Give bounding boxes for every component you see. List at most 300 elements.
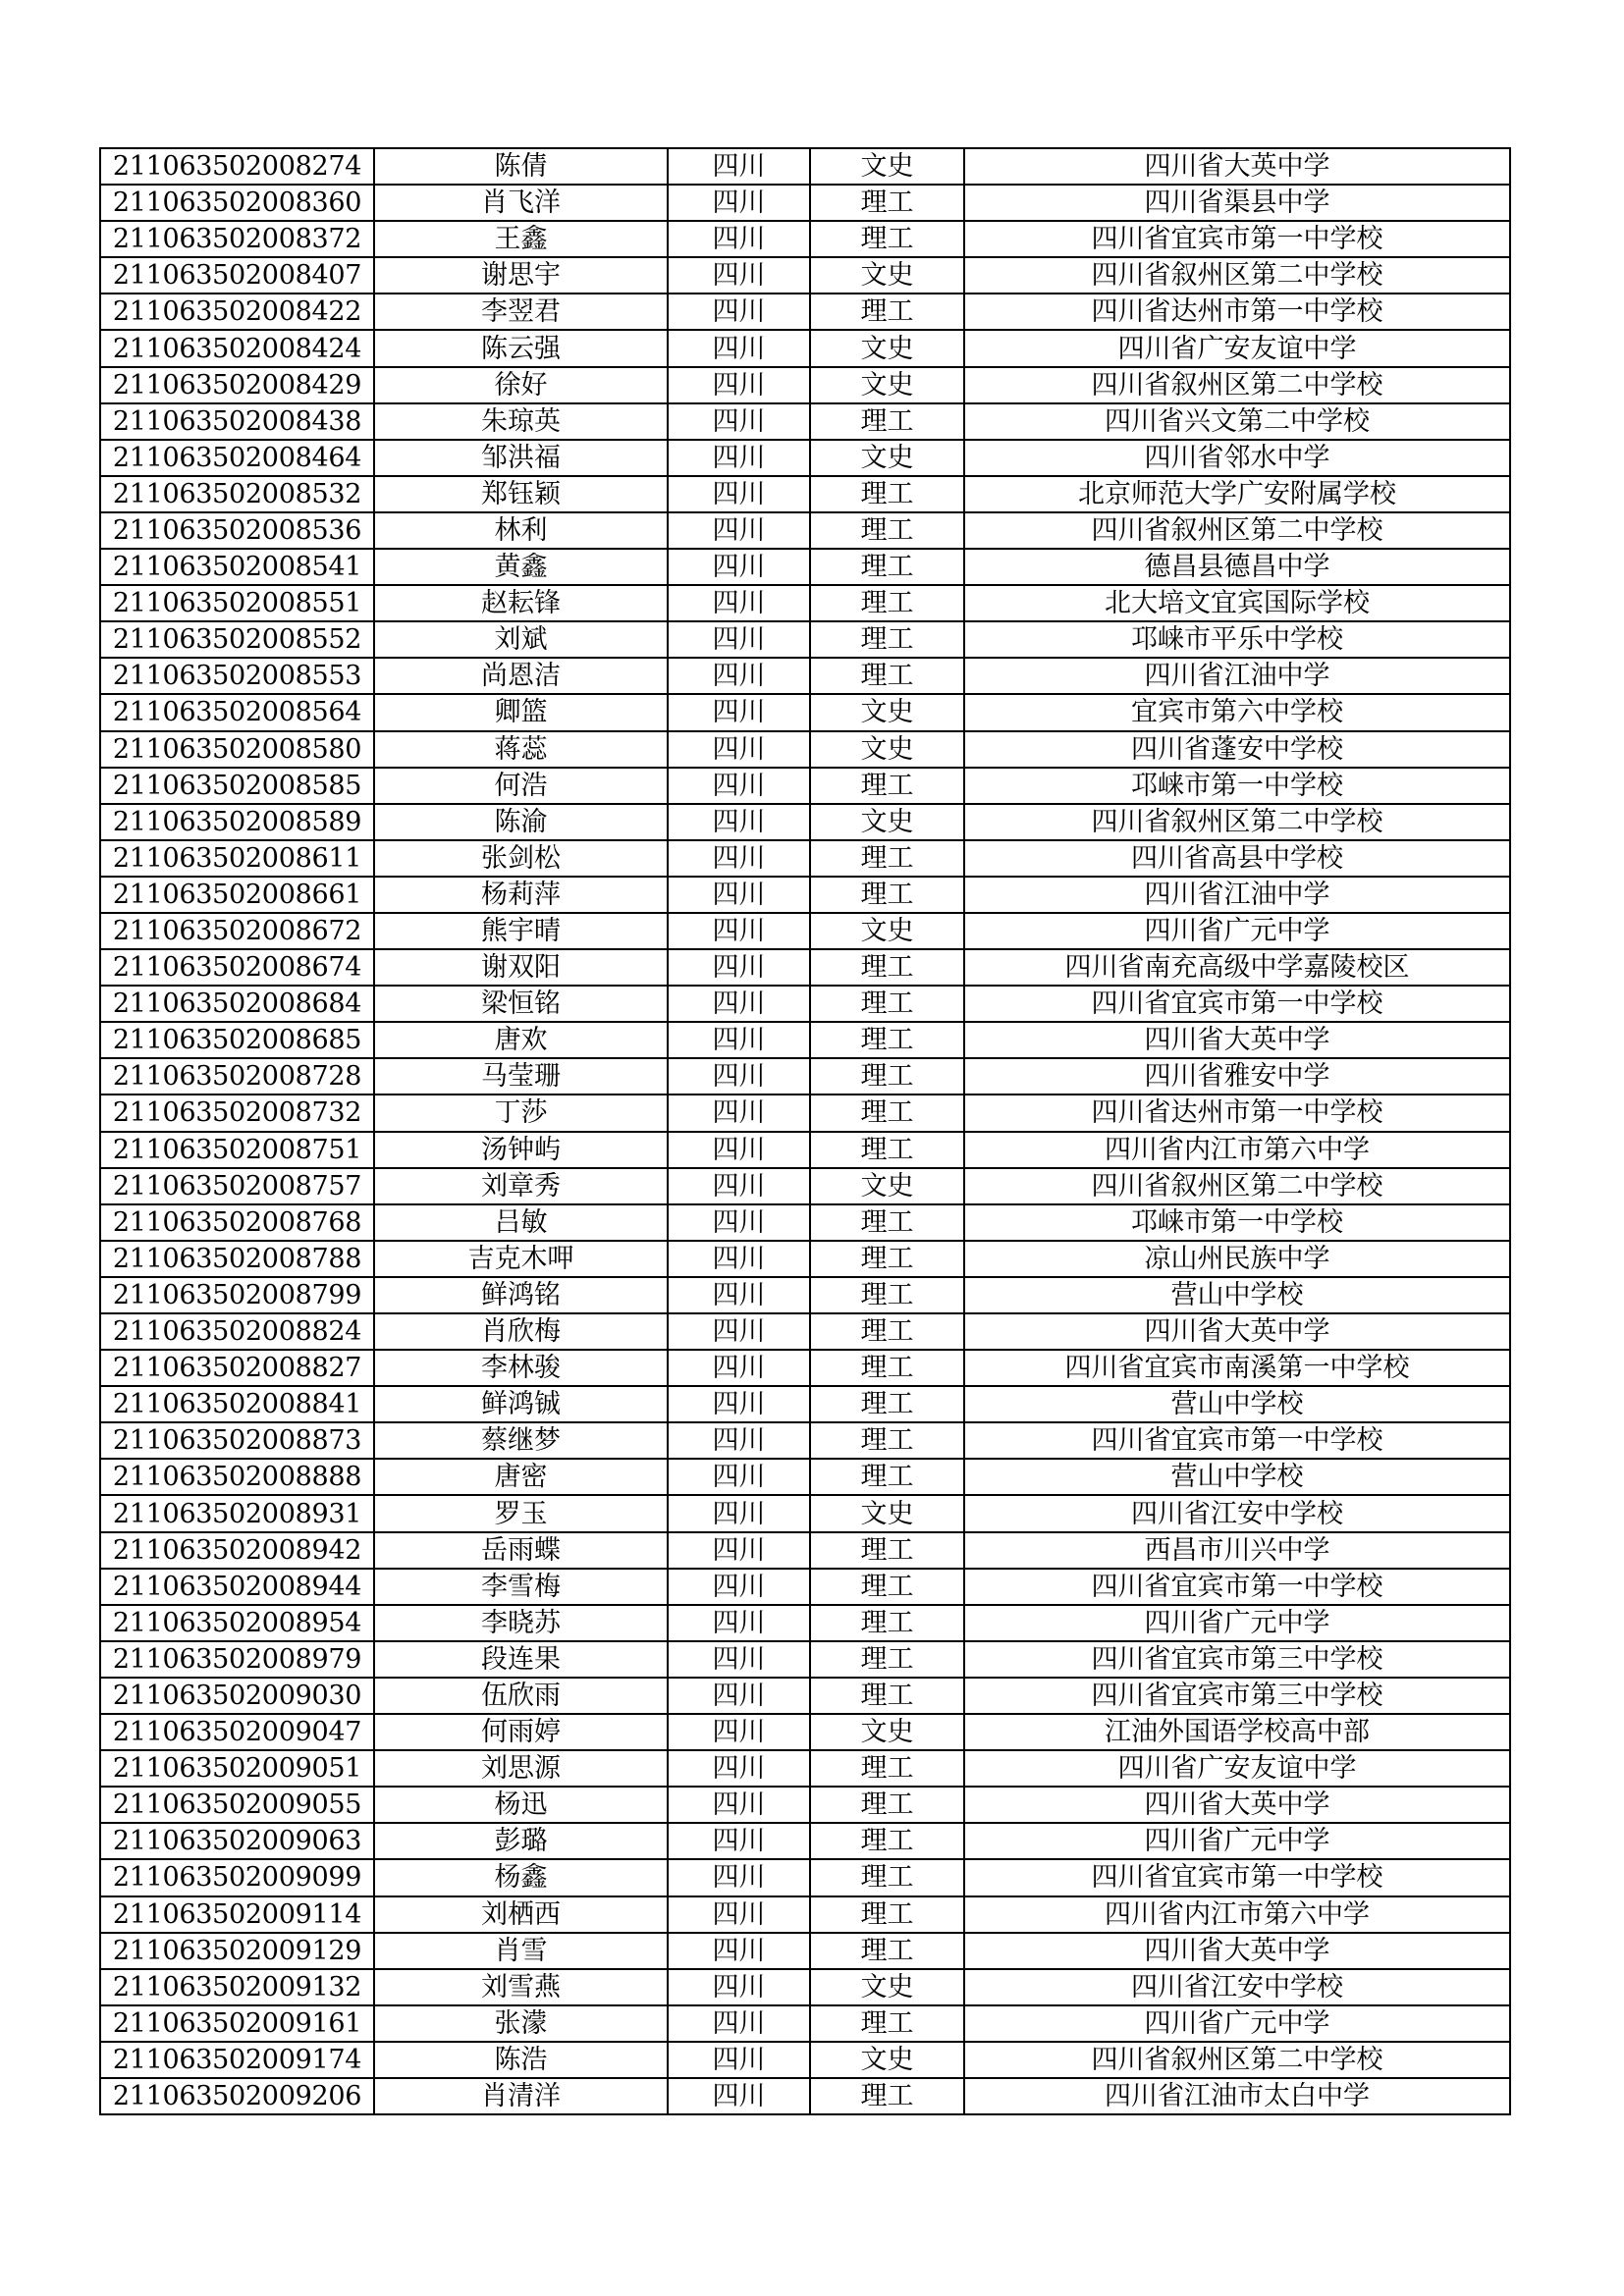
school-name-cell: 四川省大英中学 [964, 1313, 1510, 1350]
exam-id-cell: 211063502008827 [100, 1350, 374, 1386]
subject-track-cell: 理工 [810, 840, 964, 877]
province-cell: 四川 [668, 621, 810, 658]
subject-track-cell: 文史 [810, 440, 964, 476]
province-cell: 四川 [668, 512, 810, 549]
student-name-cell: 朱琼英 [374, 403, 668, 440]
table-row [100, 185, 1510, 221]
school-name-cell: 四川省宜宾市第三中学校 [964, 1641, 1510, 1678]
school-name-cell: 四川省宜宾市第一中学校 [964, 1569, 1510, 1605]
student-name-cell: 鲜鸿铭 [374, 1277, 668, 1313]
province-cell: 四川 [668, 1350, 810, 1386]
subject-track-cell: 理工 [810, 476, 964, 512]
table-row [100, 913, 1510, 949]
school-name-cell: 营山中学校 [964, 1386, 1510, 1422]
subject-track-cell: 文史 [810, 913, 964, 949]
province-cell: 四川 [668, 1641, 810, 1678]
subject-track-cell: 文史 [810, 1168, 964, 1204]
province-cell: 四川 [668, 221, 810, 257]
school-name-cell: 四川省广元中学 [964, 1605, 1510, 1641]
school-name-cell: 四川省达州市第一中学校 [964, 1095, 1510, 1131]
subject-track-cell: 文史 [810, 1714, 964, 1750]
table-row [100, 476, 1510, 512]
exam-id-cell: 211063502008429 [100, 367, 374, 403]
student-name-cell: 梁恒铭 [374, 986, 668, 1022]
table-row [100, 403, 1510, 440]
student-name-cell: 陈渝 [374, 804, 668, 840]
subject-track-cell: 理工 [810, 1277, 964, 1313]
subject-track-cell: 理工 [810, 1459, 964, 1495]
exam-id-cell: 211063502009174 [100, 2042, 374, 2078]
table-row [100, 367, 1510, 403]
exam-id-cell: 211063502008585 [100, 768, 374, 804]
school-name-cell: 四川省邻水中学 [964, 440, 1510, 476]
school-name-cell: 四川省叙州区第二中学校 [964, 367, 1510, 403]
province-cell: 四川 [668, 1495, 810, 1531]
exam-id-cell: 211063502008553 [100, 658, 374, 694]
school-name-cell: 四川省宜宾市第三中学校 [964, 1678, 1510, 1714]
province-cell: 四川 [668, 913, 810, 949]
student-name-cell: 刘斌 [374, 621, 668, 658]
table-row [100, 1896, 1510, 1933]
school-name-cell: 四川省雅安中学 [964, 1058, 1510, 1095]
subject-track-cell: 理工 [810, 621, 964, 658]
student-name-cell: 黄鑫 [374, 549, 668, 585]
exam-id-cell: 211063502008944 [100, 1569, 374, 1605]
subject-track-cell: 理工 [810, 949, 964, 986]
student-name-cell: 刘思源 [374, 1750, 668, 1787]
student-name-cell: 陈浩 [374, 2042, 668, 2078]
school-name-cell: 北大培文宜宾国际学校 [964, 585, 1510, 621]
table-row [100, 1277, 1510, 1313]
exam-id-cell: 211063502008674 [100, 949, 374, 986]
student-name-cell: 杨鑫 [374, 1859, 668, 1896]
subject-track-cell: 理工 [810, 1605, 964, 1641]
exam-id-cell: 211063502008732 [100, 1095, 374, 1131]
table-row [100, 1787, 1510, 1823]
exam-id-cell: 211063502009114 [100, 1896, 374, 1933]
table-row [100, 877, 1510, 913]
subject-track-cell: 理工 [810, 1823, 964, 1859]
subject-track-cell: 理工 [810, 1896, 964, 1933]
table-row [100, 1750, 1510, 1787]
table-row [100, 1095, 1510, 1131]
school-name-cell: 四川省蓬安中学校 [964, 731, 1510, 768]
student-name-cell: 何浩 [374, 768, 668, 804]
exam-id-cell: 211063502008422 [100, 294, 374, 330]
exam-id-cell: 211063502008954 [100, 1605, 374, 1641]
student-name-cell: 赵耘锋 [374, 585, 668, 621]
subject-track-cell: 理工 [810, 658, 964, 694]
table-row [100, 1350, 1510, 1386]
subject-track-cell: 理工 [810, 1750, 964, 1787]
student-name-cell: 岳雨蝶 [374, 1532, 668, 1569]
exam-id-cell: 211063502008888 [100, 1459, 374, 1495]
school-name-cell: 邛崃市第一中学校 [964, 1204, 1510, 1241]
subject-track-cell: 理工 [810, 294, 964, 330]
province-cell: 四川 [668, 1386, 810, 1422]
student-name-cell: 谢双阳 [374, 949, 668, 986]
province-cell: 四川 [668, 476, 810, 512]
subject-track-cell: 文史 [810, 148, 964, 185]
province-cell: 四川 [668, 1714, 810, 1750]
subject-track-cell: 理工 [810, 768, 964, 804]
exam-id-cell: 211063502009129 [100, 1933, 374, 1969]
student-roster-table [99, 147, 1511, 2115]
exam-id-cell: 211063502008580 [100, 731, 374, 768]
student-name-cell: 唐密 [374, 1459, 668, 1495]
table-row [100, 1532, 1510, 1569]
exam-id-cell: 211063502008979 [100, 1641, 374, 1678]
table-row [100, 1678, 1510, 1714]
table-row [100, 1386, 1510, 1422]
subject-track-cell: 理工 [810, 221, 964, 257]
student-name-cell: 汤钟屿 [374, 1132, 668, 1168]
table-row [100, 1495, 1510, 1531]
exam-id-cell: 211063502008751 [100, 1132, 374, 1168]
table-row [100, 2042, 1510, 2078]
student-name-cell: 李翌君 [374, 294, 668, 330]
school-name-cell: 四川省江安中学校 [964, 1495, 1510, 1531]
province-cell: 四川 [668, 1969, 810, 2005]
province-cell: 四川 [668, 1750, 810, 1787]
exam-id-cell: 211063502009051 [100, 1750, 374, 1787]
subject-track-cell: 文史 [810, 257, 964, 294]
subject-track-cell: 理工 [810, 1933, 964, 1969]
student-name-cell: 肖雪 [374, 1933, 668, 1969]
province-cell: 四川 [668, 2078, 810, 2114]
province-cell: 四川 [668, 658, 810, 694]
table-row [100, 840, 1510, 877]
student-name-cell: 刘雪燕 [374, 1969, 668, 2005]
school-name-cell: 四川省内江市第六中学 [964, 1132, 1510, 1168]
school-name-cell: 西昌市川兴中学 [964, 1532, 1510, 1569]
school-name-cell: 四川省宜宾市第一中学校 [964, 1422, 1510, 1459]
student-name-cell: 何雨婷 [374, 1714, 668, 1750]
school-name-cell: 四川省大英中学 [964, 1787, 1510, 1823]
table-row [100, 768, 1510, 804]
province-cell: 四川 [668, 1022, 810, 1058]
subject-track-cell: 理工 [810, 877, 964, 913]
table-row [100, 2078, 1510, 2114]
school-name-cell: 四川省广元中学 [964, 913, 1510, 949]
exam-id-cell: 211063502008372 [100, 221, 374, 257]
table-row [100, 1969, 1510, 2005]
student-name-cell: 陈倩 [374, 148, 668, 185]
subject-track-cell: 文史 [810, 2042, 964, 2078]
school-name-cell: 北京师范大学广安附属学校 [964, 476, 1510, 512]
table-row [100, 2005, 1510, 2042]
exam-id-cell: 211063502008672 [100, 913, 374, 949]
student-name-cell: 陈云强 [374, 330, 668, 366]
exam-id-cell: 211063502008684 [100, 986, 374, 1022]
exam-id-cell: 211063502008360 [100, 185, 374, 221]
roster-body [100, 148, 1510, 2114]
exam-id-cell: 211063502008768 [100, 1204, 374, 1241]
subject-track-cell: 理工 [810, 1058, 964, 1095]
student-name-cell: 唐欢 [374, 1022, 668, 1058]
school-name-cell: 四川省南充高级中学嘉陵校区 [964, 949, 1510, 986]
student-name-cell: 卿篮 [374, 694, 668, 730]
table-row [100, 1714, 1510, 1750]
subject-track-cell: 理工 [810, 585, 964, 621]
province-cell: 四川 [668, 1241, 810, 1277]
province-cell: 四川 [668, 1132, 810, 1168]
province-cell: 四川 [668, 840, 810, 877]
table-row [100, 330, 1510, 366]
table-row [100, 512, 1510, 549]
student-name-cell: 王鑫 [374, 221, 668, 257]
subject-track-cell: 理工 [810, 185, 964, 221]
exam-id-cell: 211063502009063 [100, 1823, 374, 1859]
subject-track-cell: 理工 [810, 1859, 964, 1896]
province-cell: 四川 [668, 1678, 810, 1714]
table-row [100, 1933, 1510, 1969]
subject-track-cell: 文史 [810, 330, 964, 366]
school-name-cell: 四川省江油中学 [964, 658, 1510, 694]
exam-id-cell: 211063502008407 [100, 257, 374, 294]
subject-track-cell: 理工 [810, 1386, 964, 1422]
school-name-cell: 四川省大英中学 [964, 148, 1510, 185]
subject-track-cell: 理工 [810, 1569, 964, 1605]
table-row [100, 804, 1510, 840]
student-name-cell: 罗玉 [374, 1495, 668, 1531]
exam-id-cell: 211063502009161 [100, 2005, 374, 2042]
student-name-cell: 刘章秀 [374, 1168, 668, 1204]
province-cell: 四川 [668, 585, 810, 621]
school-name-cell: 四川省宜宾市第一中学校 [964, 1859, 1510, 1896]
school-name-cell: 四川省叙州区第二中学校 [964, 2042, 1510, 2078]
table-row [100, 1422, 1510, 1459]
province-cell: 四川 [668, 1787, 810, 1823]
province-cell: 四川 [668, 2005, 810, 2042]
subject-track-cell: 理工 [810, 1422, 964, 1459]
province-cell: 四川 [668, 1459, 810, 1495]
school-name-cell: 宜宾市第六中学校 [964, 694, 1510, 730]
province-cell: 四川 [668, 440, 810, 476]
school-name-cell: 四川省宜宾市南溪第一中学校 [964, 1350, 1510, 1386]
province-cell: 四川 [668, 1823, 810, 1859]
school-name-cell: 四川省渠县中学 [964, 185, 1510, 221]
table-row [100, 658, 1510, 694]
student-name-cell: 李林骏 [374, 1350, 668, 1386]
student-name-cell: 伍欣雨 [374, 1678, 668, 1714]
student-name-cell: 熊宇晴 [374, 913, 668, 949]
student-name-cell: 徐好 [374, 367, 668, 403]
province-cell: 四川 [668, 804, 810, 840]
school-name-cell: 四川省江油市太白中学 [964, 2078, 1510, 2114]
subject-track-cell: 理工 [810, 2005, 964, 2042]
subject-track-cell: 理工 [810, 1350, 964, 1386]
school-name-cell: 四川省叙州区第二中学校 [964, 1168, 1510, 1204]
exam-id-cell: 211063502008536 [100, 512, 374, 549]
province-cell: 四川 [668, 1605, 810, 1641]
subject-track-cell: 理工 [810, 1022, 964, 1058]
exam-id-cell: 211063502008873 [100, 1422, 374, 1459]
school-name-cell: 四川省兴文第二中学校 [964, 403, 1510, 440]
subject-track-cell: 文史 [810, 804, 964, 840]
subject-track-cell: 理工 [810, 512, 964, 549]
student-name-cell: 马莹珊 [374, 1058, 668, 1095]
province-cell: 四川 [668, 1095, 810, 1131]
school-name-cell: 四川省广安友谊中学 [964, 330, 1510, 366]
province-cell: 四川 [668, 185, 810, 221]
province-cell: 四川 [668, 148, 810, 185]
province-cell: 四川 [668, 1422, 810, 1459]
student-name-cell: 谢思宇 [374, 257, 668, 294]
exam-id-cell: 211063502008551 [100, 585, 374, 621]
subject-track-cell: 文史 [810, 1495, 964, 1531]
table-row [100, 1641, 1510, 1678]
province-cell: 四川 [668, 1896, 810, 1933]
table-row [100, 1605, 1510, 1641]
exam-id-cell: 211063502008611 [100, 840, 374, 877]
school-name-cell: 营山中学校 [964, 1277, 1510, 1313]
school-name-cell: 凉山州民族中学 [964, 1241, 1510, 1277]
student-name-cell: 杨迅 [374, 1787, 668, 1823]
province-cell: 四川 [668, 1313, 810, 1350]
province-cell: 四川 [668, 294, 810, 330]
school-name-cell: 四川省高县中学校 [964, 840, 1510, 877]
table-row [100, 440, 1510, 476]
student-name-cell: 林利 [374, 512, 668, 549]
student-name-cell: 吉克木呷 [374, 1241, 668, 1277]
province-cell: 四川 [668, 1532, 810, 1569]
school-name-cell: 四川省广元中学 [964, 1823, 1510, 1859]
exam-id-cell: 211063502008552 [100, 621, 374, 658]
student-name-cell: 吕敏 [374, 1204, 668, 1241]
student-name-cell: 邹洪福 [374, 440, 668, 476]
table-row [100, 549, 1510, 585]
table-row [100, 1823, 1510, 1859]
table-row [100, 1859, 1510, 1896]
province-cell: 四川 [668, 330, 810, 366]
school-name-cell: 四川省江安中学校 [964, 1969, 1510, 2005]
province-cell: 四川 [668, 1933, 810, 1969]
table-row [100, 949, 1510, 986]
table-row [100, 1241, 1510, 1277]
exam-id-cell: 211063502008424 [100, 330, 374, 366]
subject-track-cell: 理工 [810, 1095, 964, 1131]
school-name-cell: 四川省宜宾市第一中学校 [964, 221, 1510, 257]
school-name-cell: 德昌县德昌中学 [964, 549, 1510, 585]
province-cell: 四川 [668, 1168, 810, 1204]
province-cell: 四川 [668, 1058, 810, 1095]
school-name-cell: 四川省大英中学 [964, 1022, 1510, 1058]
exam-id-cell: 211063502009030 [100, 1678, 374, 1714]
school-name-cell: 四川省广元中学 [964, 2005, 1510, 2042]
exam-id-cell: 211063502008464 [100, 440, 374, 476]
subject-track-cell: 文史 [810, 694, 964, 730]
subject-track-cell: 理工 [810, 1241, 964, 1277]
school-name-cell: 四川省江油中学 [964, 877, 1510, 913]
table-row [100, 1132, 1510, 1168]
province-cell: 四川 [668, 731, 810, 768]
province-cell: 四川 [668, 1569, 810, 1605]
table-row [100, 585, 1510, 621]
school-name-cell: 四川省叙州区第二中学校 [964, 257, 1510, 294]
exam-id-cell: 211063502008685 [100, 1022, 374, 1058]
exam-id-cell: 211063502008274 [100, 148, 374, 185]
exam-id-cell: 211063502009055 [100, 1787, 374, 1823]
table-row [100, 1313, 1510, 1350]
table-row [100, 294, 1510, 330]
exam-id-cell: 211063502009047 [100, 1714, 374, 1750]
student-name-cell: 郑钰颖 [374, 476, 668, 512]
student-name-cell: 尚恩洁 [374, 658, 668, 694]
student-name-cell: 李晓苏 [374, 1605, 668, 1641]
school-name-cell: 营山中学校 [964, 1459, 1510, 1495]
exam-id-cell: 211063502008564 [100, 694, 374, 730]
student-name-cell: 鲜鸿铖 [374, 1386, 668, 1422]
school-name-cell: 四川省内江市第六中学 [964, 1896, 1510, 1933]
subject-track-cell: 文史 [810, 731, 964, 768]
exam-id-cell: 211063502009206 [100, 2078, 374, 2114]
exam-id-cell: 211063502009132 [100, 1969, 374, 2005]
student-name-cell: 段连果 [374, 1641, 668, 1678]
province-cell: 四川 [668, 694, 810, 730]
table-row [100, 1569, 1510, 1605]
province-cell: 四川 [668, 986, 810, 1022]
table-row [100, 257, 1510, 294]
school-name-cell: 四川省达州市第一中学校 [964, 294, 1510, 330]
province-cell: 四川 [668, 1859, 810, 1896]
province-cell: 四川 [668, 403, 810, 440]
table-row [100, 1058, 1510, 1095]
table-row [100, 1204, 1510, 1241]
school-name-cell: 四川省叙州区第二中学校 [964, 512, 1510, 549]
table-row [100, 1022, 1510, 1058]
province-cell: 四川 [668, 1277, 810, 1313]
table-row [100, 221, 1510, 257]
exam-id-cell: 211063502008532 [100, 476, 374, 512]
exam-id-cell: 211063502008788 [100, 1241, 374, 1277]
student-name-cell: 李雪梅 [374, 1569, 668, 1605]
student-name-cell: 张濛 [374, 2005, 668, 2042]
table-row [100, 694, 1510, 730]
table-row [100, 986, 1510, 1022]
student-name-cell: 彭璐 [374, 1823, 668, 1859]
table-row [100, 621, 1510, 658]
province-cell: 四川 [668, 949, 810, 986]
province-cell: 四川 [668, 257, 810, 294]
subject-track-cell: 理工 [810, 1132, 964, 1168]
subject-track-cell: 理工 [810, 2078, 964, 2114]
exam-id-cell: 211063502009099 [100, 1859, 374, 1896]
student-name-cell: 蔡继梦 [374, 1422, 668, 1459]
student-name-cell: 丁莎 [374, 1095, 668, 1131]
subject-track-cell: 理工 [810, 549, 964, 585]
subject-track-cell: 理工 [810, 986, 964, 1022]
student-name-cell: 蒋蕊 [374, 731, 668, 768]
exam-id-cell: 211063502008438 [100, 403, 374, 440]
school-name-cell: 四川省叙州区第二中学校 [964, 804, 1510, 840]
exam-id-cell: 211063502008661 [100, 877, 374, 913]
table-row [100, 1459, 1510, 1495]
province-cell: 四川 [668, 2042, 810, 2078]
subject-track-cell: 文史 [810, 1969, 964, 2005]
exam-id-cell: 211063502008757 [100, 1168, 374, 1204]
exam-id-cell: 211063502008728 [100, 1058, 374, 1095]
subject-track-cell: 理工 [810, 1678, 964, 1714]
subject-track-cell: 理工 [810, 403, 964, 440]
exam-id-cell: 211063502008799 [100, 1277, 374, 1313]
student-name-cell: 肖清洋 [374, 2078, 668, 2114]
table-row [100, 148, 1510, 185]
school-name-cell: 邛崃市平乐中学校 [964, 621, 1510, 658]
school-name-cell: 四川省大英中学 [964, 1933, 1510, 1969]
student-name-cell: 肖欣梅 [374, 1313, 668, 1350]
student-name-cell: 肖飞洋 [374, 185, 668, 221]
